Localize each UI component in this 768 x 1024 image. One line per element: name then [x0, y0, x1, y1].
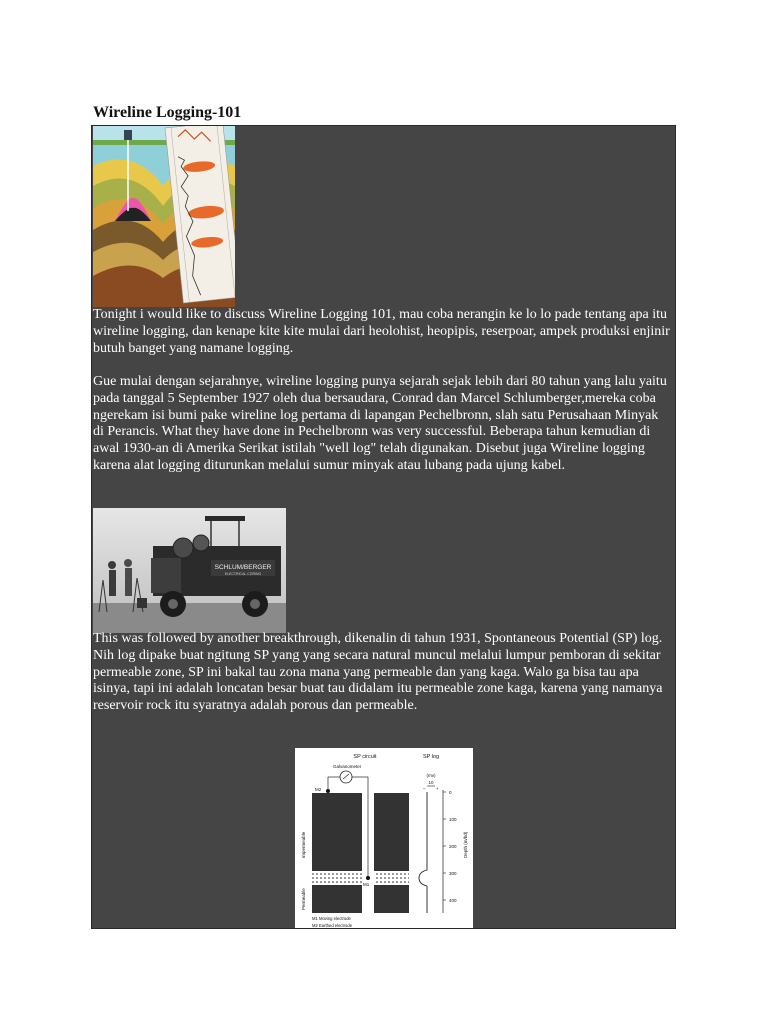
m1-label: M1	[363, 882, 370, 887]
sp-log-curve	[419, 792, 427, 913]
content-panel	[91, 125, 676, 929]
intro-paragraph: Tonight i would like to discuss Wireline Logging 101, mau coba nerangin ke lo lo pade tentang apa itu wireline logging, dan kenape kite kite mulai dari heolohist, heopipis, reserpoar, ampek produksi enjinir butuh banget yang namane logging.	[93, 307, 670, 356]
depth-tick: 300	[449, 871, 457, 876]
unit-label: (mv)	[426, 773, 436, 778]
sp-log-title: SP log	[422, 754, 440, 760]
minus-sign: –	[423, 786, 426, 791]
depth-tick: 0	[449, 790, 452, 795]
schlumberger-truck-photo	[93, 508, 286, 633]
truck-sign-subtext: ELECTRICAL CORING	[224, 572, 262, 576]
impermeable-label: Impermeable	[301, 831, 306, 858]
m2-label: M2	[315, 787, 322, 792]
legend-m1: M1 Moving electrode	[312, 916, 351, 921]
depth-tick: 400	[449, 898, 457, 903]
sp-circuit-title: SP circuit	[353, 754, 377, 760]
page-title: Wireline Logging-101	[93, 104, 242, 121]
galvanometer-icon	[340, 771, 352, 783]
legend-m2: M2 Earthed electrode	[312, 923, 353, 928]
galvanometer-label: Galvanometer	[333, 764, 362, 769]
depth-axis-label: Depth (m/bd)	[463, 831, 468, 858]
sp-circuit-diagram	[295, 748, 473, 929]
sp-log-paragraph: This was followed by another breakthrough, dikenalin di tahun 1931, Spontaneous Potential (SP) log. Nih log dipake buat ngitung SP yang yang secara natural muncul melalui lumpur pemboran di sekitar permeable zone, SP ini bakal tau zona mana yang permeable dan yang kaga. Walo ga bisa tau apa isinya, tapi ini adalah loncatan besar buat tau didalam itu permeable zone kaga, karena yang namanya reservoir rock itu syaratnya adalah porous dan permeable.	[93, 631, 663, 714]
scale-value: 10	[428, 780, 434, 785]
permeable-label: Permeable	[301, 888, 306, 910]
geology-cross-section-image	[93, 126, 235, 307]
history-paragraph: Gue mulai dengan sejarahnye, wireline logging punya sejarah sejak lebih dari 80 tahun yang lalu yaitu pada tanggal 5 September 1927 oleh dua bersaudara, Conrad dan Marcel Schlumberger,mereka coba ngerekam isi bumi pake wireline log pertama di lapangan Pechelbronn, slah satu Perusahaan Minyak di Perancis. What they have done in Pechelbronn was very successful. Beberapa tahun kemudian di awal 1930-an di Amerika Serikat istilah "well log" telah digunakan. Disebut juga Wireline logging karena alat logging diturunkan melalui sumur minyak atau lubang pada ujung kabel.	[93, 374, 667, 473]
depth-tick: 100	[449, 817, 457, 822]
m1-electrode-icon	[366, 876, 370, 880]
plus-sign: +	[436, 786, 439, 791]
depth-tick: 200	[449, 844, 457, 849]
truck-sign-text: SCHLUM/BERGER	[214, 564, 272, 571]
